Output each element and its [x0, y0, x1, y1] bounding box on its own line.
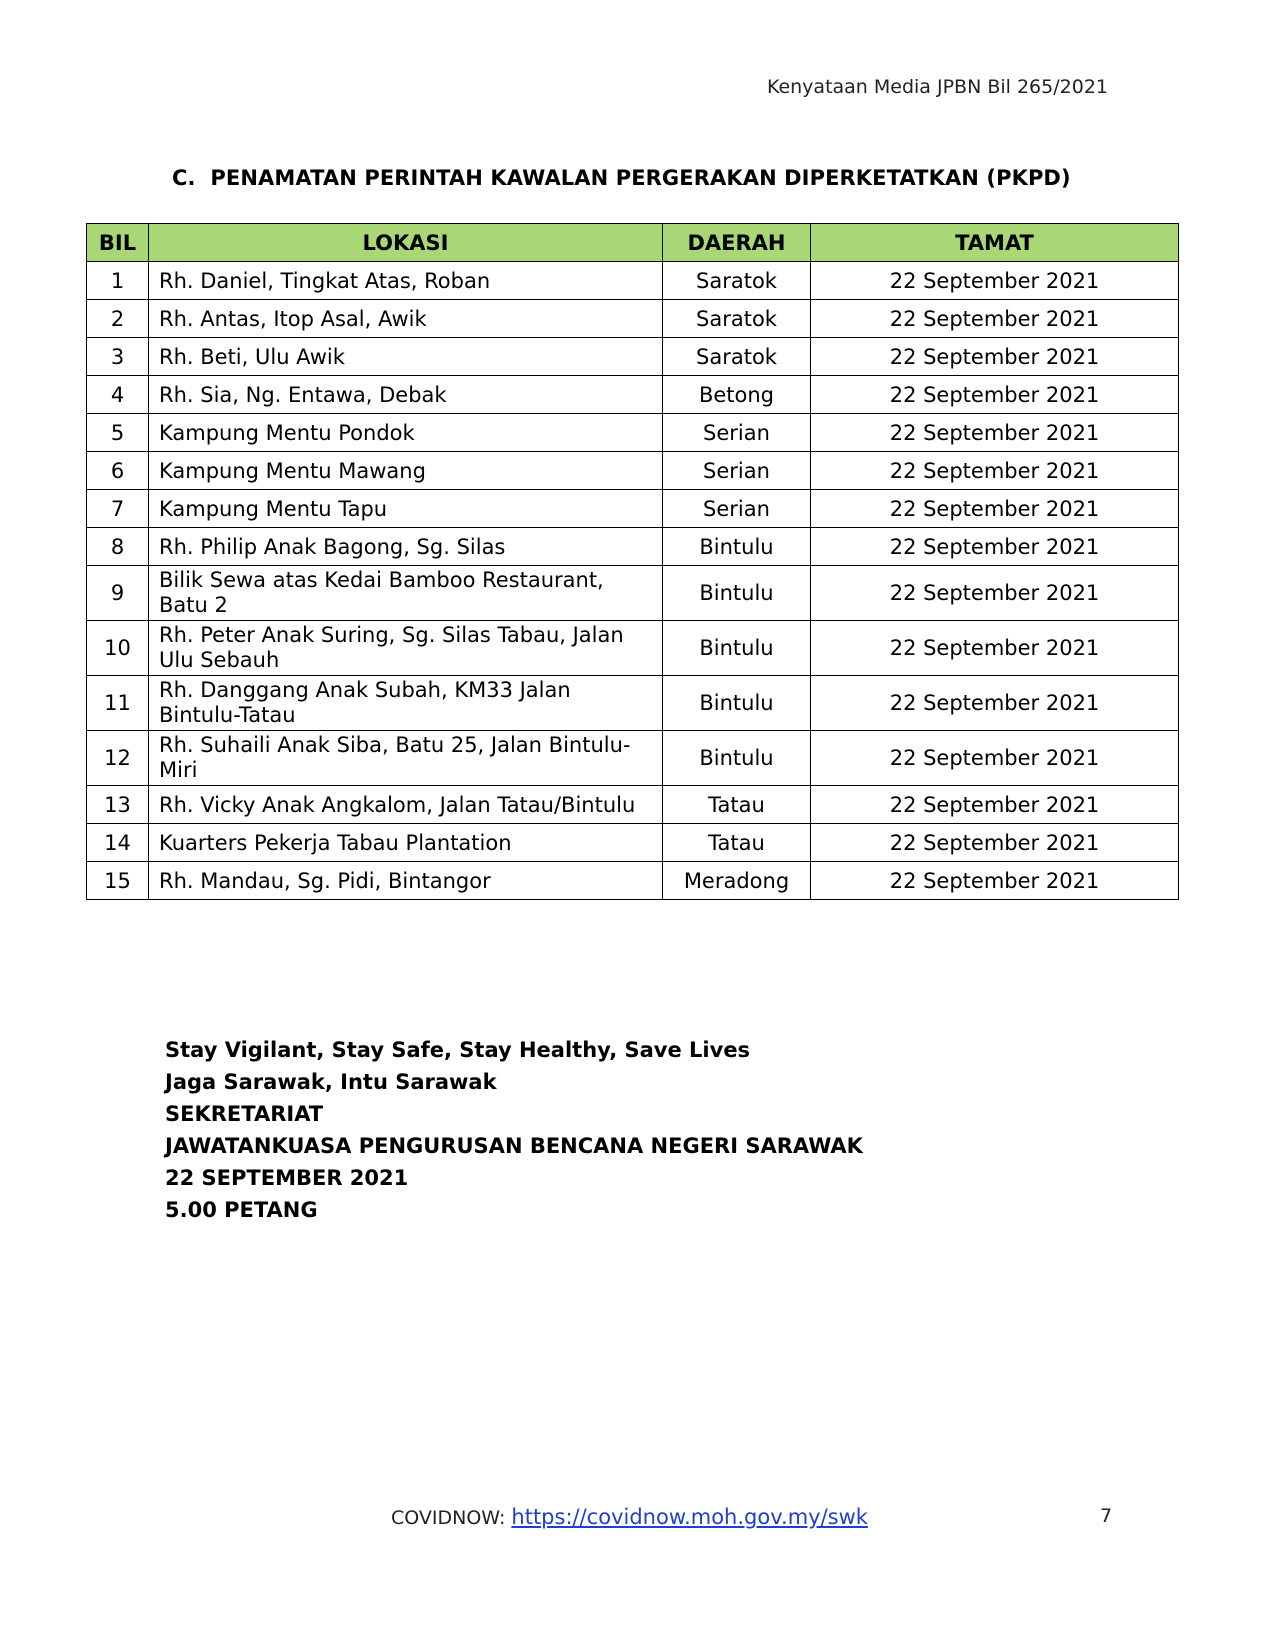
cell-daerah: Bintulu: [663, 621, 811, 676]
cell-lokasi: Kampung Mentu Tapu: [149, 490, 663, 528]
column-header-bil: BIL: [87, 224, 149, 262]
table-row: [87, 338, 1179, 376]
cell-lokasi: Rh. Danggang Anak Subah, KM33 Jalan Bintulu-Tatau: [149, 676, 663, 731]
closing-secretariat: SEKRETARIAT: [165, 1102, 324, 1126]
cell-daerah: Bintulu: [663, 528, 811, 566]
cell-bil: 6: [87, 452, 149, 490]
column-header-tamat: TAMAT: [811, 224, 1179, 262]
table-row: [87, 262, 1179, 300]
closing-slogan: Stay Vigilant, Stay Safe, Stay Healthy, Save Lives: [165, 1038, 751, 1062]
cell-bil: 2: [87, 300, 149, 338]
cell-daerah: Saratok: [663, 338, 811, 376]
cell-daerah: Serian: [663, 452, 811, 490]
cell-daerah: Saratok: [663, 262, 811, 300]
table-row: [87, 862, 1179, 900]
cell-bil: 11: [87, 676, 149, 731]
cell-bil: 8: [87, 528, 149, 566]
cell-daerah: Bintulu: [663, 731, 811, 786]
cell-bil: 3: [87, 338, 149, 376]
cell-tamat: 22 September 2021: [811, 786, 1179, 824]
column-header-daerah: DAERAH: [663, 224, 811, 262]
table-row: [87, 786, 1179, 824]
cell-tamat: 22 September 2021: [811, 731, 1179, 786]
cell-bil: 14: [87, 824, 149, 862]
closing-date: 22 SEPTEMBER 2021: [165, 1166, 409, 1190]
cell-tamat: 22 September 2021: [811, 262, 1179, 300]
cell-lokasi: Kampung Mentu Mawang: [149, 452, 663, 490]
table-row: [87, 414, 1179, 452]
cell-bil: 9: [87, 566, 149, 621]
cell-tamat: 22 September 2021: [811, 376, 1179, 414]
cell-lokasi: Rh. Daniel, Tingkat Atas, Roban: [149, 262, 663, 300]
table-row: [87, 300, 1179, 338]
cell-lokasi: Rh. Philip Anak Bagong, Sg. Silas: [149, 528, 663, 566]
cell-daerah: Bintulu: [663, 676, 811, 731]
cell-bil: 4: [87, 376, 149, 414]
closing-tagline: Jaga Sarawak, Intu Sarawak: [165, 1070, 497, 1094]
cell-bil: 1: [87, 262, 149, 300]
cell-daerah: Meradong: [663, 862, 811, 900]
closing-block: [165, 1034, 863, 1226]
table-row: [87, 452, 1179, 490]
column-header-lokasi: LOKASI: [149, 224, 663, 262]
cell-bil: 15: [87, 862, 149, 900]
closing-committee: JAWATANKUASA PENGURUSAN BENCANA NEGERI SARAWAK: [165, 1134, 863, 1158]
cell-tamat: 22 September 2021: [811, 490, 1179, 528]
cell-tamat: 22 September 2021: [811, 621, 1179, 676]
cell-daerah: Betong: [663, 376, 811, 414]
cell-tamat: 22 September 2021: [811, 452, 1179, 490]
cell-lokasi: Kampung Mentu Pondok: [149, 414, 663, 452]
table-row: [87, 621, 1179, 676]
table-row: [87, 528, 1179, 566]
table-row: [87, 566, 1179, 621]
cell-daerah: Tatau: [663, 824, 811, 862]
cell-tamat: 22 September 2021: [811, 676, 1179, 731]
covidnow-link[interactable]: https://covidnow.moh.gov.my/swk: [511, 1505, 868, 1529]
cell-daerah: Bintulu: [663, 566, 811, 621]
cell-lokasi: Rh. Beti, Ulu Awik: [149, 338, 663, 376]
cell-tamat: 22 September 2021: [811, 338, 1179, 376]
cell-lokasi: Bilik Sewa atas Kedai Bamboo Restaurant, Batu 2: [149, 566, 663, 621]
cell-lokasi: Rh. Vicky Anak Angkalom, Jalan Tatau/Bintulu: [149, 786, 663, 824]
section-title: C. PENAMATAN PERINTAH KAWALAN PERGERAKAN DIPERKETATKAN (PKPD): [172, 166, 1071, 190]
cell-daerah: Serian: [663, 490, 811, 528]
table-row: [87, 376, 1179, 414]
cell-bil: 10: [87, 621, 149, 676]
cell-tamat: 22 September 2021: [811, 824, 1179, 862]
table-header-row: [87, 224, 1179, 262]
page-number: 7: [1100, 1505, 1113, 1527]
cell-tamat: 22 September 2021: [811, 528, 1179, 566]
pkpd-table: [86, 223, 1179, 900]
table-row: [87, 824, 1179, 862]
cell-tamat: 22 September 2021: [811, 300, 1179, 338]
cell-lokasi: Rh. Sia, Ng. Entawa, Debak: [149, 376, 663, 414]
table-row: [87, 731, 1179, 786]
cell-tamat: 22 September 2021: [811, 566, 1179, 621]
cell-daerah: Saratok: [663, 300, 811, 338]
cell-daerah: Tatau: [663, 786, 811, 824]
cell-tamat: 22 September 2021: [811, 414, 1179, 452]
cell-lokasi: Rh. Peter Anak Suring, Sg. Silas Tabau, Jalan Ulu Sebauh: [149, 621, 663, 676]
table-row: [87, 676, 1179, 731]
cell-lokasi: Rh. Mandau, Sg. Pidi, Bintangor: [149, 862, 663, 900]
cell-lokasi: Rh. Antas, Itop Asal, Awik: [149, 300, 663, 338]
cell-bil: 13: [87, 786, 149, 824]
cell-bil: 5: [87, 414, 149, 452]
footer: [391, 1505, 868, 1529]
table-row: [87, 490, 1179, 528]
cell-lokasi: Rh. Suhaili Anak Siba, Batu 25, Jalan Bintulu-Miri: [149, 731, 663, 786]
cell-lokasi: Kuarters Pekerja Tabau Plantation: [149, 824, 663, 862]
closing-time: 5.00 PETANG: [165, 1198, 318, 1222]
footer-label: COVIDNOW:: [391, 1507, 512, 1529]
cell-bil: 12: [87, 731, 149, 786]
cell-bil: 7: [87, 490, 149, 528]
cell-tamat: 22 September 2021: [811, 862, 1179, 900]
header-reference: Kenyataan Media JPBN Bil 265/2021: [766, 76, 1108, 98]
cell-daerah: Serian: [663, 414, 811, 452]
